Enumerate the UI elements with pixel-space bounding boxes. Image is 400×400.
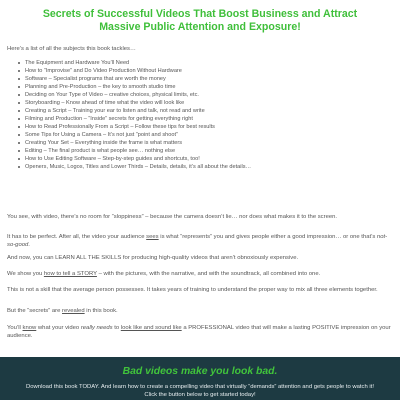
topic-text: Editing – The final product is what people see… nothing else bbox=[25, 148, 176, 154]
list-item bbox=[18, 139, 251, 147]
topic-text: Some Tips for Using a Camera – It’s not just “point and shoot” bbox=[25, 132, 178, 138]
underlined-text: sees bbox=[146, 234, 159, 240]
cta-band bbox=[0, 357, 400, 400]
list-item bbox=[18, 163, 251, 171]
list-item bbox=[18, 59, 251, 67]
underlined-text: revealed bbox=[62, 308, 85, 314]
list-item bbox=[18, 83, 251, 91]
topic-text: How to “Improvise” and Do Video Production Without Hardware bbox=[25, 68, 182, 74]
list-item bbox=[18, 147, 251, 155]
topic-text: Planning and Pre-Production – the key to smooth studio time bbox=[25, 84, 176, 90]
page-headline bbox=[0, 8, 400, 34]
text-run: – with the pictures, with the narrative, and with the soundtrack, all combined into one. bbox=[96, 271, 321, 277]
list-item bbox=[18, 123, 251, 131]
list-item bbox=[18, 155, 251, 163]
text-run: But the “secrets” are bbox=[7, 308, 63, 314]
text-run: to bbox=[112, 325, 121, 331]
list-item bbox=[18, 91, 251, 99]
paragraph-learn-skills: And now, you can LEARN ALL THE SKILLS for producing high-quality videos that aren’t obnoxiously expensive. bbox=[7, 255, 299, 261]
list-item bbox=[18, 131, 251, 139]
topic-text: Openers, Music, Logos, Titles and Lower Thirds – Details, details, it’s all about the details… bbox=[25, 164, 252, 170]
headline-line-1: Secrets of Successful Videos That Boost Business and Attract bbox=[42, 8, 358, 20]
list-item bbox=[18, 75, 251, 83]
topic-text: Creating a Script – Training your ear to listen and talk, not read and write bbox=[25, 108, 205, 114]
italic-text: not-so-good bbox=[7, 234, 388, 248]
topic-text: Filming and Production – “Inside” secrets for getting everything right bbox=[25, 116, 193, 122]
list-item bbox=[18, 67, 251, 75]
paragraph-perfect bbox=[7, 233, 392, 249]
topic-text: Deciding on Your Type of Video – creative choices, physical limits, etc. bbox=[25, 92, 199, 98]
topic-text: How to Read Professionally From a Script – Follow these tips for best results bbox=[25, 124, 215, 130]
underlined-text: know bbox=[22, 325, 37, 331]
list-item bbox=[18, 107, 251, 115]
topic-text: How to Use Editing Software – Step-by-step guides and shortcuts, too! bbox=[25, 156, 200, 162]
topic-text: The Equipment and Hardware You’ll Need bbox=[25, 60, 130, 66]
paragraph-no-sloppiness: You see, with video, there’s no room for “sloppiness” – because the camera doesn’t lie… nor does what makes it to the screen. bbox=[7, 214, 338, 220]
text-run: . bbox=[28, 242, 30, 248]
paragraph-know bbox=[7, 324, 392, 340]
text-run: a PROFESSIONAL video that will make a lasting POSITIVE impression on your audience. bbox=[7, 325, 391, 339]
topics-list bbox=[18, 59, 251, 171]
paragraph-skill: This is not a skill that the average person possesses. It takes years of training to understand the proper way to mix all three elements together. bbox=[7, 287, 378, 293]
cta-text: Download this book TODAY. And learn how to create a compelling video that virtually “demands” attention and gets people to watch it! Click the button below to get started today! bbox=[26, 384, 374, 398]
list-item bbox=[18, 99, 251, 107]
underlined-text: look like and sound like bbox=[120, 325, 182, 331]
text-run: It has to be perfect. After all, the video your audience bbox=[7, 234, 147, 240]
text-run: in this book. bbox=[84, 308, 118, 314]
topic-text: Storyboarding – Know ahead of time what the video will look like bbox=[25, 100, 185, 106]
list-item bbox=[18, 115, 251, 123]
underlined-text: how to tell a STORY bbox=[43, 271, 97, 277]
text-run: We show you bbox=[7, 271, 44, 277]
headline-line-2: Massive Public Attention and Exposure! bbox=[99, 21, 301, 33]
topic-text: Creating Your Set – Everything inside the frame is what matters bbox=[25, 140, 183, 146]
cta-headline: Bad videos make you look bad. bbox=[122, 366, 278, 377]
topics-intro: Here’s a list of all the subjects this book tackles… bbox=[7, 46, 136, 52]
text-run: what your video bbox=[36, 325, 81, 331]
paragraph-secrets bbox=[7, 307, 392, 315]
text-run: is what “represents” you and gives people either a good impression… or one that’s bbox=[158, 234, 377, 240]
italic-text: really needs bbox=[80, 325, 113, 331]
topic-text: Software – Specialist programs that are worth the money bbox=[25, 76, 166, 82]
text-run: You’ll bbox=[7, 325, 23, 331]
paragraph-story bbox=[7, 270, 392, 278]
